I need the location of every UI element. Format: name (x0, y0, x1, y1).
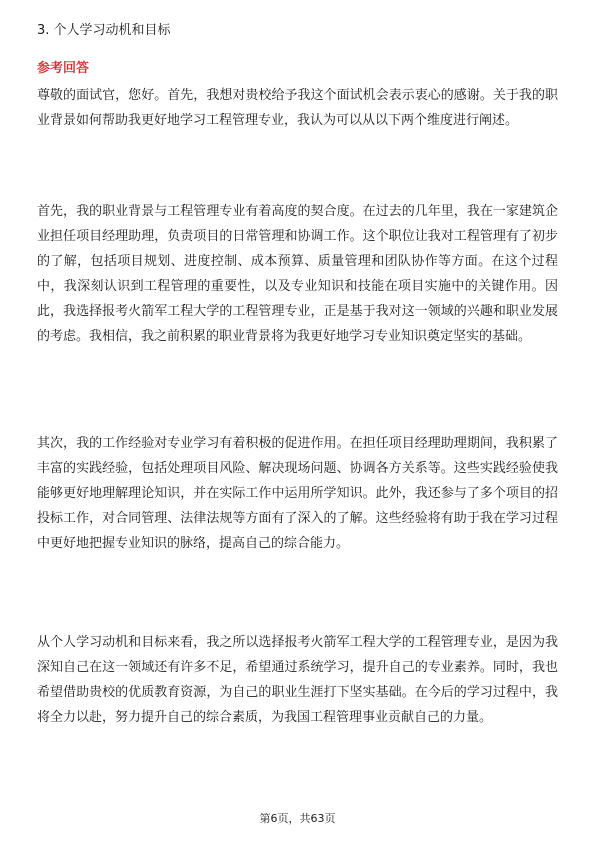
answer-paragraph-2: 首先，我的职业背景与工程管理专业有着高度的契合度。在过去的几年里，我在一家建筑企业担任项目经理助理，负责项目的日常管理和协调工作。这个职位让我对工程管理有了初步的了解，包括项目规划、进度控制、成本预算、质量管理和团队协作等方面。在这个过程中，我深刻认识到工程管理的重要性，以及专业知识和技能在项目实施中的关键作用。因此，我选择报考火箭军工程大学的工程管理专业，正是基于我对这一领域的兴趣和职业发展的考虑。我相信，我之前积累的职业背景将为我更好地学习专业知识奠定坚实的基础。 (37, 204, 558, 344)
answer-paragraph-3: 其次，我的工作经验对专业学习有着积极的促进作用。在担任项目经理助理期间，我积累了丰富的实践经验，包括处理项目风险、解决现场问题、协调各方关系等。这些实践经验使我能够更好地理解理论知识，并在实际工作中运用所学知识。此外，我还参与了多个项目的招投标工作，对合同管理、法律法规等方面有了深入的了解。这些经验将有助于我在学习过程中更好地把握专业知识的脉络，提高自己的综合能力。 (37, 436, 558, 551)
answer-paragraph-4: 从个人学习动机和目标来看，我之所以选择报考火箭军工程大学的工程管理专业，是因为我深知自己在这一领域还有许多不足，希望通过系统学习，提升自己的专业素养。同时，我也希望借助贵校的优质教育资源，为自己的职业生涯打下坚实基础。在今后的学习过程中，我将全力以赴，努力提升自己的综合素质，为我国工程管理事业贡献自己的力量。 (37, 635, 558, 725)
section-heading: 3. 个人学习动机和目标 (37, 23, 171, 38)
reference-answer-label: 参考回答 (37, 61, 90, 76)
page-number-footer: 第6页，共63页 (259, 812, 336, 825)
answer-paragraph-1: 尊敬的面试官，您好。首先，我想对贵校给予我这个面试机会表示衷心的感谢。关于我的职业背景如何帮助我更好地学习工程管理专业，我认为可以从以下两个维度进行阐述。 (37, 88, 558, 128)
